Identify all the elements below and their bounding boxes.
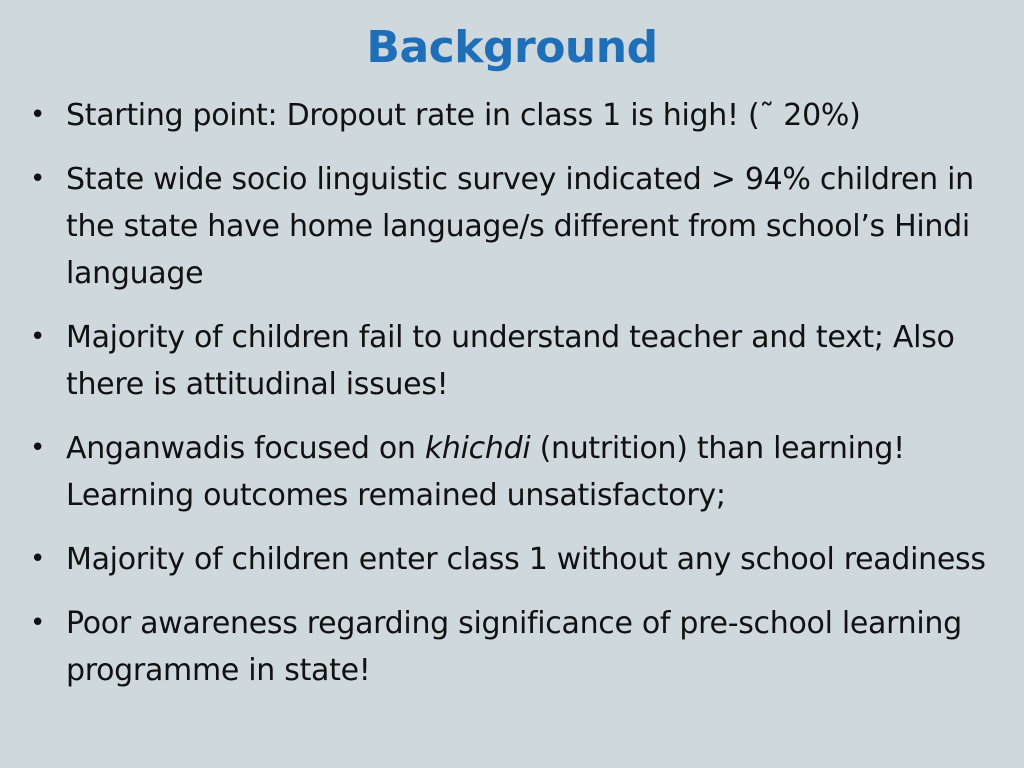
bullet-text-after: (nutrition) than learning! Learning outcomes remained unsatisfactory; bbox=[66, 431, 905, 513]
bullet-dot: • bbox=[30, 544, 46, 574]
bullet-dot: • bbox=[30, 608, 46, 638]
bullet-dot: • bbox=[30, 100, 46, 130]
bullet-item bbox=[0, 425, 1024, 519]
bullet-text: State wide socio linguistic survey indicated > 94% children in the state have home language/s different from school’s Hindi language bbox=[66, 162, 974, 291]
bullet-text: Majority of children enter class 1 without any school readiness bbox=[66, 542, 986, 577]
bullet-list bbox=[0, 92, 1024, 711]
bullet-item bbox=[0, 92, 1024, 139]
bullet-item bbox=[0, 600, 1024, 694]
bullet-item bbox=[0, 156, 1024, 297]
bullet-dot: • bbox=[30, 164, 46, 194]
bullet-text: Starting point: Dropout rate in class 1 is high! (˜ 20%) bbox=[66, 98, 861, 133]
slide-title: Background bbox=[366, 22, 658, 73]
bullet-text-before: Anganwadis focused on bbox=[66, 431, 425, 466]
bullet-text: Majority of children fail to understand teacher and text; Also there is attitudinal issues! bbox=[66, 320, 955, 402]
bullet-text: Poor awareness regarding significance of pre-school learning programme in state! bbox=[66, 606, 962, 688]
bullet-dot: • bbox=[30, 322, 46, 352]
bullet-item bbox=[0, 536, 1024, 583]
bullet-text-italic: khichdi bbox=[424, 431, 531, 466]
bullet-dot: • bbox=[30, 433, 46, 463]
bullet-item bbox=[0, 314, 1024, 408]
